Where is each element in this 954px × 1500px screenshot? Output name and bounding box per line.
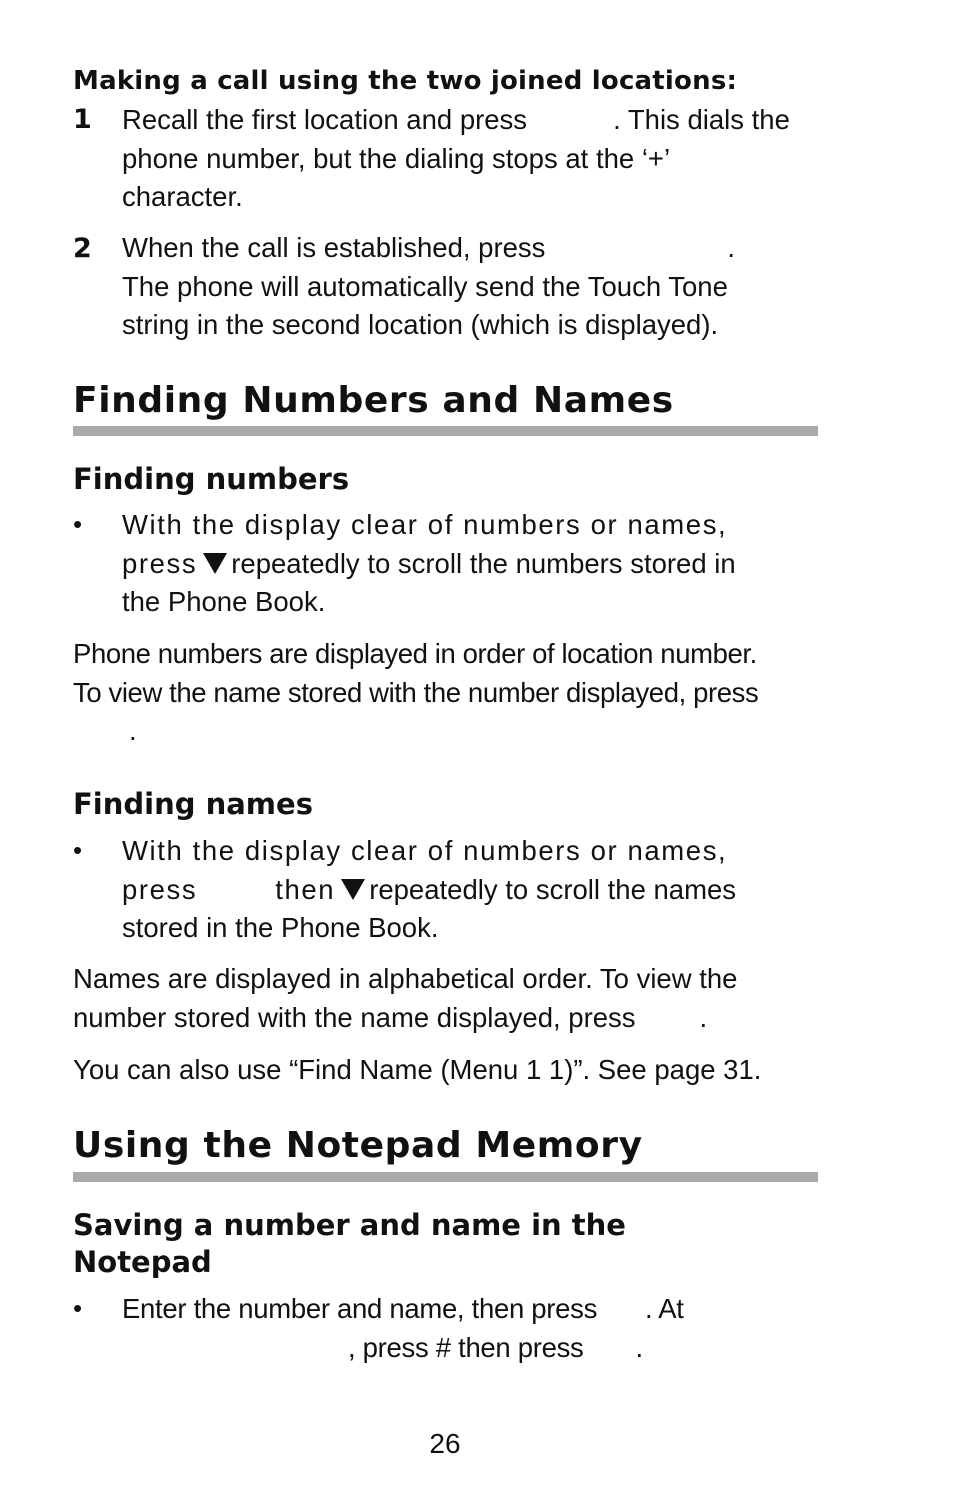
step-2-line-2: The phone will automatically send the Touch Tone [122, 270, 728, 302]
finding-numbers-para-line-3: . [129, 715, 137, 746]
step-1-line-1-start: Recall the first location and press [122, 104, 528, 135]
find-name-menu-note: You can also use “Find Name (Menu 1 1)”. See page 31. [73, 1054, 762, 1085]
finding-names-line-2-end: repeatedly to scroll the names [369, 873, 737, 905]
bullet-finding-numbers: • [73, 509, 83, 539]
notepad-line-1-end: . At [645, 1293, 684, 1324]
finding-names-bullet-text [122, 832, 736, 948]
section-rule-notepad [73, 1172, 818, 1182]
step-1-line-2: phone number, but the dialing stops at the ‘+’ [122, 142, 671, 174]
notepad-line-2-start: , press # then press [348, 1331, 584, 1363]
joined-locations-heading: Making a call using the two joined locations: [73, 66, 738, 96]
finding-numbers-para-line-2: To view the name stored with the number displayed, press [73, 676, 759, 708]
finding-names-heading: Finding names [73, 787, 313, 821]
section-title-finding: Finding Numbers and Names [73, 380, 674, 421]
finding-numbers-paragraph [73, 635, 758, 751]
step-2-line-1-end: . [727, 232, 736, 263]
finding-names-line-3: stored in the Phone Book. [122, 912, 439, 943]
notepad-line-2-end: . [635, 1331, 643, 1363]
down-triangle-icon [203, 553, 227, 574]
step-2-text [122, 229, 735, 345]
saving-notepad-heading-line-1: Saving a number and name in the [73, 1208, 626, 1242]
section-title-notepad: Using the Notepad Memory [73, 1125, 643, 1166]
page-number: 26 [429, 1428, 461, 1459]
finding-names-para-line-1: Names are displayed in alphabetical order. To view the [73, 963, 738, 994]
step-2-line-1 [122, 229, 735, 268]
finding-numbers-press: press [122, 547, 198, 579]
finding-numbers-para-line-1: Phone numbers are displayed in order of location number. [73, 638, 757, 669]
finding-numbers-heading: Finding numbers [73, 462, 350, 496]
notepad-line-2 [122, 1329, 684, 1368]
finding-names-line-2 [122, 871, 736, 910]
step-2-line-3: string in the second location (which is displayed). [122, 309, 719, 340]
finding-numbers-line-2 [122, 545, 736, 584]
finding-names-para-line-2-end: . [699, 1001, 708, 1033]
down-triangle-icon [341, 879, 365, 900]
step-1-line-1 [122, 101, 790, 140]
finding-names-para-line-2 [73, 999, 737, 1038]
notepad-bullet-text [122, 1290, 684, 1367]
step-number-1: 1 [73, 104, 92, 135]
step-1-line-1-end: . This dials the [613, 104, 790, 135]
finding-names-press: press [122, 873, 198, 905]
step-1-text [122, 101, 790, 217]
step-number-2: 2 [73, 233, 92, 264]
bullet-finding-names: • [73, 835, 83, 865]
finding-names-para-line-2-start: number stored with the name displayed, press [73, 1001, 636, 1033]
finding-numbers-line-3: the Phone Book. [122, 586, 326, 617]
finding-numbers-line-1: With the display clear of numbers or names, [122, 509, 728, 540]
finding-names-paragraph [73, 960, 737, 1037]
section-rule-finding [73, 426, 818, 436]
finding-names-then: then [275, 873, 336, 905]
finding-numbers-bullet-text [122, 506, 736, 622]
step-2-line-1-start: When the call is established, press [122, 232, 546, 263]
saving-notepad-heading-line-2: Notepad [73, 1245, 212, 1279]
saving-notepad-heading [73, 1207, 626, 1281]
finding-names-line-1: With the display clear of numbers or names, [122, 835, 728, 866]
step-1-line-3: character. [122, 181, 243, 212]
finding-numbers-line-2-end: repeatedly to scroll the numbers stored in [231, 547, 736, 579]
bullet-notepad: • [73, 1293, 83, 1323]
notepad-line-1 [122, 1290, 684, 1329]
notepad-line-1-start: Enter the number and name, then press [122, 1293, 598, 1324]
